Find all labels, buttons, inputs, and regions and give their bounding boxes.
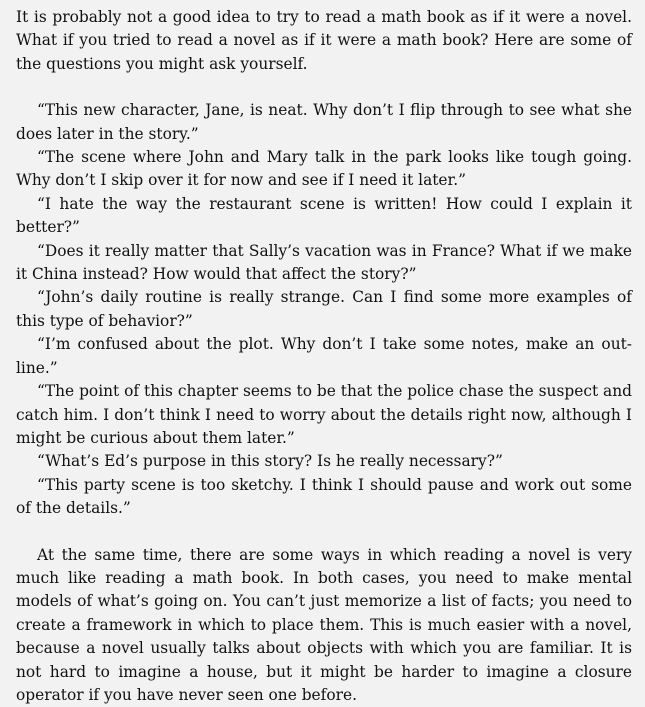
quote-paragraph: “This new character, Jane, is neat. Why don’t I flip through to see what she does later in the story.” [16, 101, 632, 143]
quote-list [16, 99, 632, 520]
quote-paragraph: “Does it really matter that Sally’s vacation was in France? What if we make it China instead? How would that affect the story?” [16, 241, 632, 284]
quote-paragraph: “I hate the way the restaurant scene is written! How could I explain it better?” [16, 194, 632, 237]
quote-paragraph: “John’s daily routine is really strange. Can I find some more examples of this type of behavior?” [16, 288, 632, 330]
quote-paragraph: “What’s Ed’s purpose in this story? Is he really necessary?” [37, 452, 503, 471]
quote-paragraph: “The scene where John and Mary talk in the park looks like tough going. Why don’t I skip over it for now and see if I need it later.” [16, 148, 632, 190]
intro-paragraph: It is probably not a good idea to try to read a math book as if it were a novel. What if you tried to read a novel as if it were a math book? Here are some of the questions you might ask yourself. [16, 8, 632, 73]
quote-paragraph: “I’m confused about the plot. Why don’t I take some notes, make an out-line.” [16, 335, 632, 377]
quote-paragraph: “The point of this chapter seems to be that the police chase the suspect and catch him. I don’t think I need to worry about the details right now, although I might be curious about them later.” [16, 382, 632, 447]
quote-paragraph: “This party scene is too sketchy. I think I should pause and work out some of the details.” [16, 475, 632, 518]
closing-paragraph: At the same time, there are some ways in which reading a novel is very much like reading a math book. In both cases, you need to make mental models of what’s going on. You can’t just memorize a list of facts; you need to create a framework in which to place them. This is much easier with a novel, because a novel usually talks about objects with which you are familiar. It is not hard to imagine a house, but it might be harder to imagine a closure operator if you have never seen one before. [16, 545, 632, 704]
